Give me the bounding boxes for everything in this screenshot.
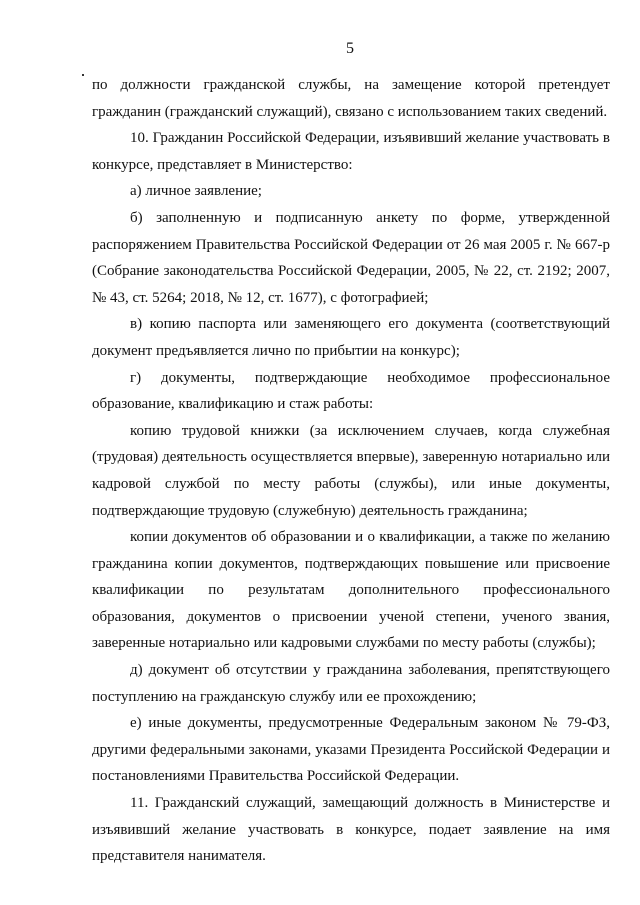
list-item-d: д) документ об отсутствии у гражданина заболевания, препятствующего поступлению на гражданскую службу или ее прохождению;: [92, 662, 610, 705]
paragraph-continuation: по должности гражданской службы, на замещение которой претендует гражданин (гражданский служащий), связано с использованием таких сведений.: [92, 77, 610, 120]
scan-speck: [82, 74, 84, 76]
list-item-g: г) документы, подтверждающие необходимое профессиональное образование, квалификацию и стаж работы:: [92, 369, 610, 413]
list-item-e: е) иные документы, предусмотренные Федеральным законом № 79-ФЗ, другими федеральными законами, указами Президента Российской Федерации и постановлениями Правительства Российской Федерации.: [92, 715, 610, 785]
paragraph-clause-11: 11. Гражданский служащий, замещающий должность в Министерстве и изъявивший желание участвовать в конкурсе, подает заявление на имя представителя нанимателя.: [92, 795, 610, 865]
sub-item-education-docs: копии документов об образовании и о квалификации, а также по желанию гражданина копии документов, подтверждающих повышение или присвоение квалификации по результатам дополнительного профессионального образования, документов о присвоении ученой степени, ученого звания, заверенные нотариально или кадровыми службами по месту работы (службы);: [92, 529, 610, 652]
sub-item-work-record: копию трудовой книжки (за исключением случаев, когда служебная (трудовая) деятельность осуществляется впервые), заверенную нотариально или кадровой службой по месту работы (службы), или иные документы, подтверждающие трудовую (служебную) деятельность гражданина;: [92, 422, 610, 519]
list-item-b: б) заполненную и подписанную анкету по форме, утвержденной распоряжением Правительства Российской Федерации от 26 мая 2005 г. № 667-р (Собрание законодательства Российской Федерации, 2005, № 22, ст. 2192; 2007, № 43, ст. 5264; 2018, № 12, ст. 1677), с фотографией;: [92, 209, 610, 306]
list-item-v: в) копию паспорта или заменяющего его документа (соответствующий документ предъявляется лично по прибытии на конкурс);: [92, 316, 610, 359]
paragraph-clause-10: 10. Гражданин Российской Федерации, изъявивший желание участвовать в конкурсе, представляет в Министерство:: [92, 130, 610, 173]
list-item-a: а) личное заявление;: [130, 183, 262, 200]
page-number: 5: [346, 40, 354, 57]
document-body: [92, 72, 610, 870]
